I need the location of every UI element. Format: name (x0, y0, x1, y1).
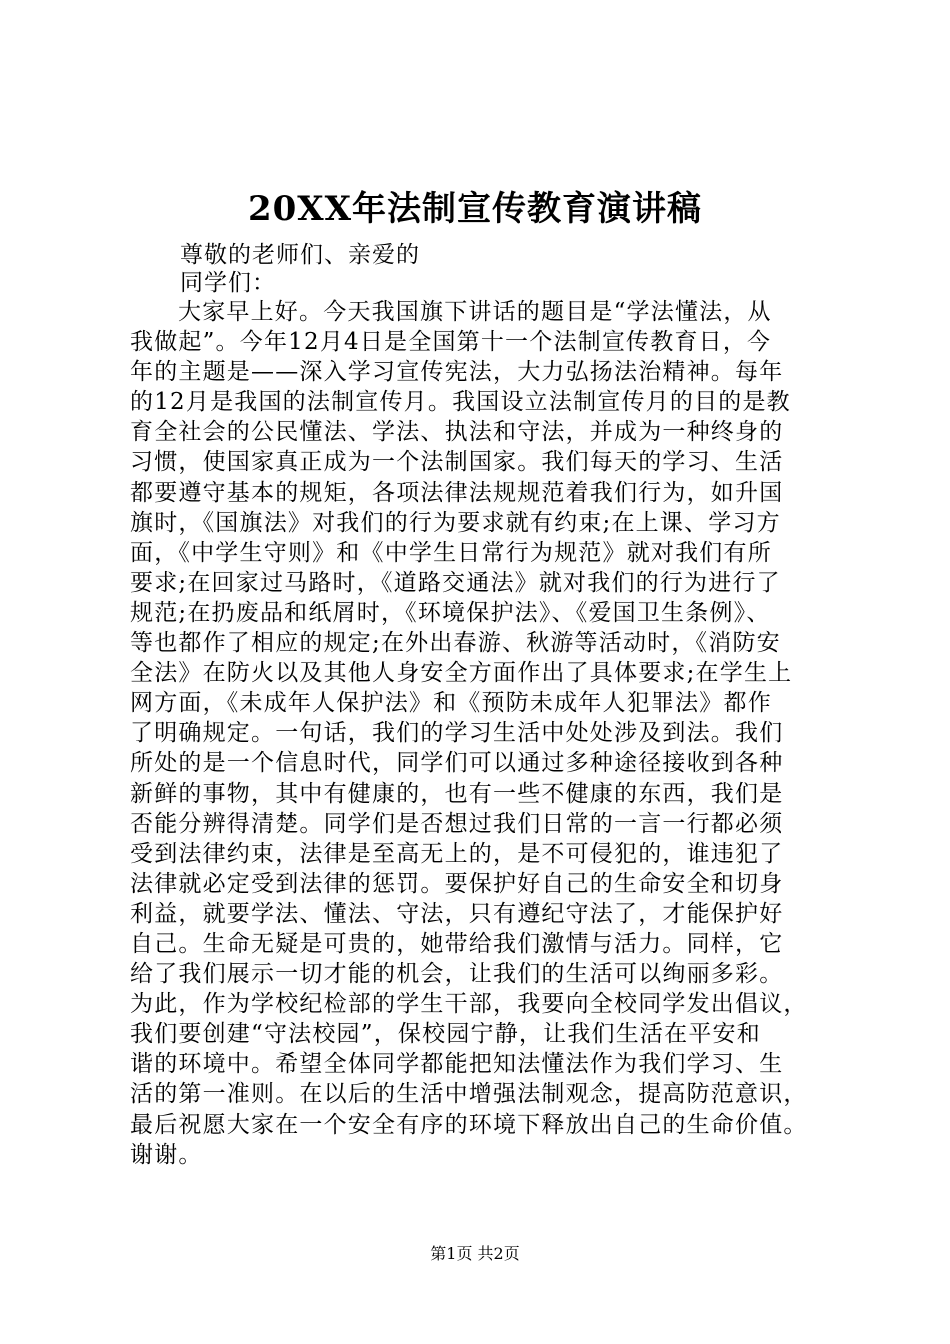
body-line: 我们要创建“守法校园”，保校园宁静，让我们生活在平安和 (130, 1021, 761, 1048)
body-line: 所处的是一个信息时代，同学们可以通过多种途径接收到各种 (130, 750, 784, 777)
body-line: 年的主题是——深入学习宣传宪法，大力弘扬法治精神。每年 (130, 359, 784, 386)
body-line: 都要遵守基本的规矩，各项法律法规规范着我们行为，如升国 (130, 479, 784, 506)
salutation-line-1: 尊敬的老师们、亲爱的 (180, 242, 420, 268)
body-line: 最后祝愿大家在一个安全有序的环境下释放出自己的生命价值。 (130, 1111, 808, 1138)
body-line: 育全社会的公民懂法、学法、执法和守法，并成为一种终身的 (130, 419, 784, 446)
body-line: 自己。生命无疑是可贵的，她带给我们激情与活力。同样，它 (130, 930, 784, 957)
body-line: 利益，就要学法、懂法、守法，只有遵纪守法了，才能保护好 (130, 900, 784, 927)
body-line: 谐的环境中。希望全体同学都能把知法懂法作为我们学习、生 (130, 1051, 784, 1078)
page-number-footer: 第1页 共2页 (430, 1244, 520, 1263)
body-line: 谢谢。 (130, 1141, 203, 1168)
body-line: 给了我们展示一切才能的机会，让我们的生活可以绚丽多彩。 (130, 961, 784, 988)
body-line: 法律就必定受到法律的惩罚。要保护好自己的生命安全和切身 (130, 870, 784, 897)
body-line: 旗时，《国旗法》对我们的行为要求就有约束;在上课、学习方 (130, 509, 781, 536)
speech-body (130, 297, 830, 1170)
body-line: 大家早上好。今天我国旗下讲话的题目是“学法懂法，从 (178, 299, 772, 325)
body-line: 为此，作为学校纪检部的学生干部，我要向全校同学发出倡议， (130, 991, 808, 1018)
body-line: 受到法律约束，法律是至高无上的，是不可侵犯的，谁违犯了 (130, 840, 784, 867)
body-line: 要求;在回家过马路时，《道路交通法》就对我们的行为进行了 (130, 569, 781, 596)
body-line: 新鲜的事物，其中有健康的，也有一些不健康的东西，我们是 (130, 780, 784, 807)
body-line: 否能分辨得清楚。同学们是否想过我们日常的一言一行都必须 (130, 810, 784, 837)
body-line: 网方面，《未成年人保护法》和《预防未成年人犯罪法》都作 (130, 690, 772, 717)
body-line: 全法》在防火以及其他人身安全方面作出了具体要求;在学生上 (130, 660, 793, 687)
body-line: 习惯，使国家真正成为一个法制国家。我们每天的学习、生活 (130, 449, 784, 476)
salutation-line-2: 同学们： (180, 270, 276, 296)
body-line: 面，《中学生守则》和《中学生日常行为规范》就对我们有所 (130, 539, 772, 566)
document-title: 20XX年法制宣传教育演讲稿 (247, 189, 703, 229)
body-line: 规范;在扔废品和纸屑时，《环境保护法》、《爱国卫生条例》、 (130, 599, 771, 626)
body-line: 的12月是我国的法制宣传月。我国设立法制宣传月的目的是教 (130, 389, 791, 416)
body-line: 我做起”。今年12月4日是全国第十一个法制宣传教育日，今 (130, 329, 772, 356)
body-line: 活的第一准则。在以后的生活中增强法制观念，提高防范意识， (130, 1081, 808, 1108)
body-line: 等也都作了相应的规定;在外出春游、秋游等活动时，《消防安 (130, 630, 781, 657)
body-line: 了明确规定。一句话，我们的学习生活中处处涉及到法。我们 (130, 720, 784, 747)
